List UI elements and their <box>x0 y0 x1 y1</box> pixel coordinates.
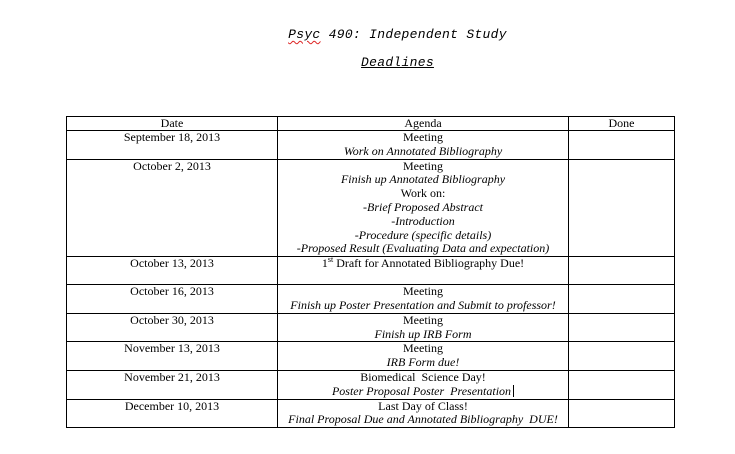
table-header-row <box>67 117 675 131</box>
date-cell: December 10, 2013 <box>67 399 278 428</box>
agenda-line: 1st Draft for Annotated Bibliography Due! <box>321 255 525 271</box>
table-row <box>67 399 675 428</box>
agenda-line: Last Day of Class! <box>378 398 468 413</box>
agenda-line: Finish up Annotated Bibliography <box>340 172 506 187</box>
table-row <box>67 342 675 371</box>
agenda-line: Meeting <box>403 158 443 173</box>
agenda-cell <box>278 257 569 285</box>
agenda-cell <box>278 342 569 371</box>
agenda-line: Finish up IRB Form <box>374 326 472 341</box>
agenda-line: Meeting <box>403 284 443 299</box>
agenda-line: IRB Form due! <box>386 355 460 370</box>
table-row <box>67 313 675 342</box>
date-cell: October 16, 2013 <box>67 285 278 314</box>
agenda-line: Final Proposal Due and Annotated Bibliography DUE! <box>288 412 558 427</box>
table-row <box>67 159 675 257</box>
agenda-cell <box>278 159 569 257</box>
done-cell[interactable] <box>569 159 675 257</box>
agenda-line: Work on Annotated Bibliography <box>343 143 503 158</box>
done-cell[interactable] <box>569 257 675 285</box>
document-subtitle: Deadlines <box>361 55 434 70</box>
done-cell[interactable] <box>569 342 675 371</box>
agenda-cell <box>278 131 569 160</box>
agenda-line: -Brief Proposed Abstract <box>363 199 483 214</box>
agenda-line: Work on: <box>400 186 446 201</box>
agenda-cell <box>278 399 569 428</box>
agenda-line: -Introduction <box>391 213 455 228</box>
done-cell[interactable] <box>569 285 675 314</box>
date-cell: November 21, 2013 <box>67 370 278 399</box>
agenda-line: -Procedure (specific details) <box>354 227 492 242</box>
document-title <box>0 27 735 42</box>
title-course-name: 490: Independent Study <box>320 27 507 42</box>
table-row <box>67 285 675 314</box>
header-done: Done <box>569 117 675 131</box>
done-cell[interactable] <box>569 313 675 342</box>
text-cursor <box>513 385 514 397</box>
title-course-code: Psyc <box>288 27 321 42</box>
agenda-line: Meeting <box>403 341 443 356</box>
date-cell: October 13, 2013 <box>67 257 278 285</box>
agenda-line: -Proposed Result (Evaluating Data and expectation) <box>296 241 550 256</box>
header-agenda: Agenda <box>278 117 569 131</box>
agenda-line: Poster Proposal Poster Presentation <box>278 385 568 399</box>
table-row <box>67 131 675 160</box>
table-row <box>67 257 675 285</box>
agenda-line: Biomedical Science Day! <box>360 369 486 384</box>
agenda-cell <box>278 370 569 399</box>
header-date: Date <box>67 117 278 131</box>
agenda-line: Finish up Poster Presentation and Submit to professor! <box>290 297 556 312</box>
date-cell: September 18, 2013 <box>67 131 278 160</box>
agenda-line: Meeting <box>403 130 443 144</box>
deadlines-table <box>66 116 675 428</box>
date-cell: October 2, 2013 <box>67 159 278 257</box>
agenda-cell <box>278 285 569 314</box>
done-cell[interactable] <box>569 370 675 399</box>
agenda-cell <box>278 313 569 342</box>
done-cell[interactable] <box>569 131 675 160</box>
table-row <box>67 370 675 399</box>
date-cell: November 13, 2013 <box>67 342 278 371</box>
date-cell: October 30, 2013 <box>67 313 278 342</box>
done-cell[interactable] <box>569 399 675 428</box>
agenda-line: Meeting <box>403 312 443 327</box>
